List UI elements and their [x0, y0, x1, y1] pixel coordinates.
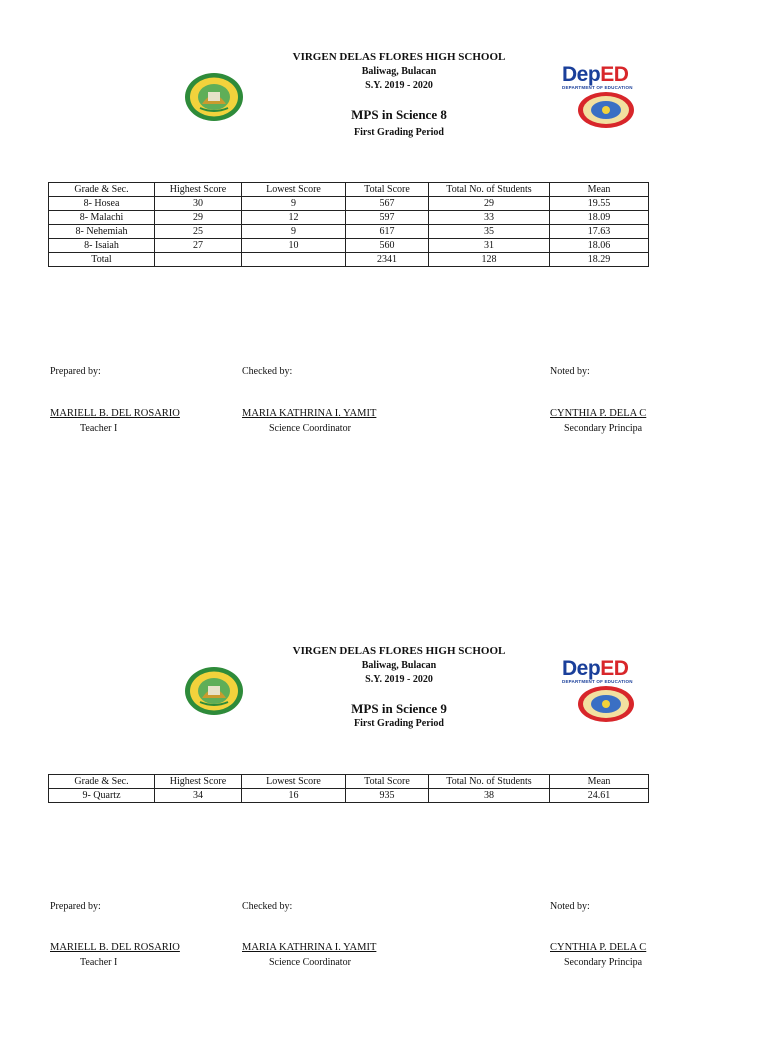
report-period: First Grading Period	[354, 718, 444, 729]
table-cell: 9- Quartz	[49, 789, 155, 803]
checker-name: MARIA KATHRINA I. YAMIT	[242, 408, 377, 419]
col-header-total-score: Total Score	[346, 775, 429, 789]
table-cell: 18.29	[550, 253, 649, 267]
checked-by-label: Checked by:	[242, 366, 293, 377]
col-header-lowest-score: Lowest Score	[242, 183, 346, 197]
noter-role: Secondary Principa	[564, 423, 643, 434]
table-cell: 30	[155, 197, 242, 211]
preparer-role: Teacher I	[80, 957, 118, 968]
col-header-total-score: Total Score	[346, 183, 429, 197]
col-header-highest-score: Highest Score	[155, 775, 242, 789]
table-cell: 8- Malachi	[49, 211, 155, 225]
deped-caption: DEPARTMENT OF EDUCATION	[562, 679, 633, 684]
preparer-name: MARIELL B. DEL ROSARIO	[50, 408, 180, 419]
preparer-name: MARIELL B. DEL ROSARIO	[50, 942, 180, 953]
checker-role: Science Coordinator	[269, 423, 351, 434]
table-cell: 29	[429, 197, 550, 211]
table-cell: 10	[242, 239, 346, 253]
noted-by-label: Noted by:	[550, 901, 590, 912]
noted-by-label: Noted by:	[550, 366, 590, 377]
table-row	[49, 239, 649, 253]
col-header-total-students: Total No. of Students	[429, 775, 550, 789]
report-science-9	[0, 594, 768, 1064]
table-cell	[155, 253, 242, 267]
table-cell: 29	[155, 211, 242, 225]
table-cell: 597	[346, 211, 429, 225]
checker-role: Science Coordinator	[269, 957, 351, 968]
col-header-grade-sec: Grade & Sec.	[49, 183, 155, 197]
table-cell: 8- Hosea	[49, 197, 155, 211]
mps-table	[48, 182, 649, 267]
col-header-total-students: Total No. of Students	[429, 183, 550, 197]
deped-wordmark-prefix: Dep	[562, 657, 601, 680]
table-header-row	[49, 775, 649, 789]
table-cell	[242, 253, 346, 267]
table-cell: 9	[242, 197, 346, 211]
col-header-mean: Mean	[550, 183, 649, 197]
noter-name: CYNTHIA P. DELA C	[550, 408, 647, 419]
report-title: MPS in Science 8	[351, 107, 447, 122]
table-cell: 935	[346, 789, 429, 803]
table-total-row	[49, 253, 649, 267]
table-cell: 25	[155, 225, 242, 239]
school-address: Baliwag, Bulacan	[361, 660, 437, 671]
deped-caption: DEPARTMENT OF EDUCATION	[562, 85, 633, 90]
school-name: VIRGEN DELAS FLORES HIGH SCHOOL	[292, 51, 506, 63]
table-cell: 24.61	[550, 789, 649, 803]
table-cell: Total	[49, 253, 155, 267]
table-row	[49, 225, 649, 239]
table-cell: 18.06	[550, 239, 649, 253]
table-row	[49, 789, 649, 803]
noter-name: CYNTHIA P. DELA C	[550, 942, 647, 953]
table-cell: 2341	[346, 253, 429, 267]
table-cell: 128	[429, 253, 550, 267]
table-cell: 33	[429, 211, 550, 225]
preparer-role: Teacher I	[80, 423, 118, 434]
mps-table	[48, 774, 649, 803]
school-year: S.Y. 2019 - 2020	[365, 80, 433, 91]
table-cell: 31	[429, 239, 550, 253]
table-cell: 18.09	[550, 211, 649, 225]
checker-name: MARIA KATHRINA I. YAMIT	[242, 942, 377, 953]
table-cell: 19.55	[550, 197, 649, 211]
table-cell: 35	[429, 225, 550, 239]
report-title: MPS in Science 9	[351, 701, 447, 716]
table-cell: 9	[242, 225, 346, 239]
report-period: First Grading Period	[354, 127, 444, 138]
col-header-grade-sec: Grade & Sec.	[49, 775, 155, 789]
table-header-row	[49, 183, 649, 197]
report-science-8	[0, 0, 768, 470]
table-cell: 560	[346, 239, 429, 253]
deped-wordmark-suffix: ED	[600, 657, 629, 680]
school-name: VIRGEN DELAS FLORES HIGH SCHOOL	[292, 645, 506, 657]
prepared-by-label: Prepared by:	[50, 366, 101, 377]
school-year: S.Y. 2019 - 2020	[365, 674, 433, 685]
col-header-lowest-score: Lowest Score	[242, 775, 346, 789]
table-row	[49, 211, 649, 225]
col-header-highest-score: Highest Score	[155, 183, 242, 197]
table-cell: 27	[155, 239, 242, 253]
table-cell: 12	[242, 211, 346, 225]
prepared-by-label: Prepared by:	[50, 901, 101, 912]
table-cell: 34	[155, 789, 242, 803]
table-cell: 17.63	[550, 225, 649, 239]
table-cell: 567	[346, 197, 429, 211]
checked-by-label: Checked by:	[242, 901, 293, 912]
col-header-mean: Mean	[550, 775, 649, 789]
table-cell: 8- Isaiah	[49, 239, 155, 253]
table-cell: 16	[242, 789, 346, 803]
school-address: Baliwag, Bulacan	[361, 66, 437, 77]
noter-role: Secondary Principa	[564, 957, 643, 968]
table-cell: 617	[346, 225, 429, 239]
table-row	[49, 197, 649, 211]
table-cell: 8- Nehemiah	[49, 225, 155, 239]
table-cell: 38	[429, 789, 550, 803]
deped-wordmark-suffix: ED	[600, 63, 629, 86]
deped-wordmark-prefix: Dep	[562, 63, 601, 86]
